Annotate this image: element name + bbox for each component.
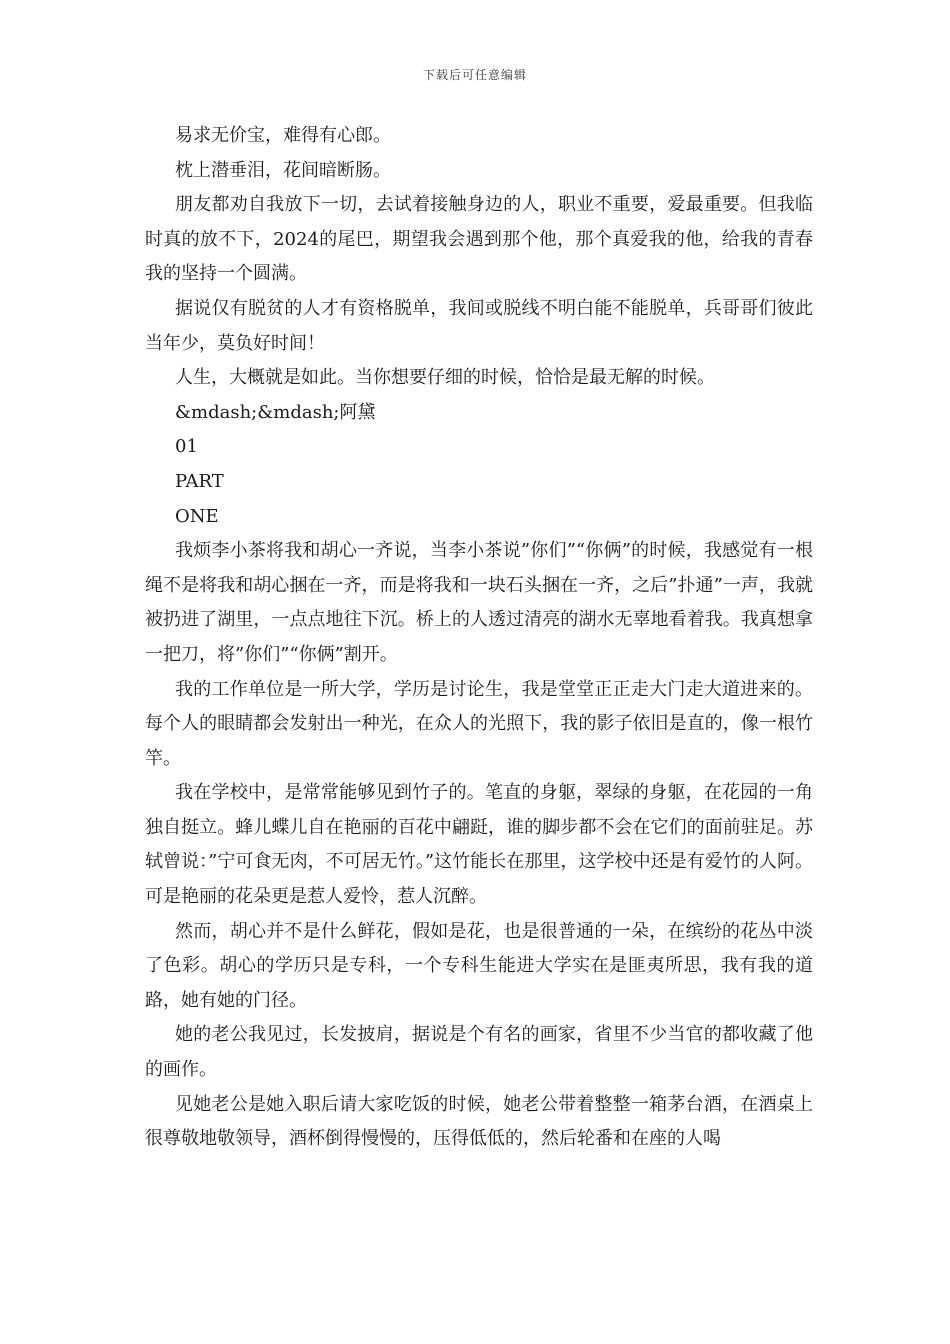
paragraph: 人生，大概就是如此。当你想要仔细的时候，恰恰是最无解的时候。 <box>175 367 715 389</box>
paragraph: 朋友都劝自我放下一切，去试着接触身边的人，职业不重要，爱最重要。但我临时真的放不下，2024的尾巴，期望我会遇到那个他，那个真爱我的他，给我的青春我的坚持一个圆满。 <box>145 194 813 285</box>
signature-line: &mdash;&mdash;阿黛 <box>175 401 376 423</box>
paragraph: 我在学校中，是常常能够见到竹子的。笔直的身躯，翠绿的身躯，在花园的一角独自挺立。蜂儿蝶儿自在艳丽的百花中翩跹，谁的脚步都不会在它们的面前驻足。苏轼曾说：”宁可食无肉，不可居无竹。”这竹能长在那里，这学校中还是有爱竹的人阿。可是艳丽的花朵更是惹人爱怜，惹人沉醉。 <box>145 782 813 908</box>
paragraph: 易求无价宝，难得有心郎。 <box>175 125 391 146</box>
paragraph: 见她老公是她入职后请大家吃饭的时候，她老公带着整整一箱茅台酒，在酒桌上很尊敬地敬领导，酒杯倒得慢慢的，压得低低的，然后轮番和在座的人喝 <box>145 1093 813 1150</box>
paragraph: 枕上潜垂泪，花间暗断肠。 <box>175 159 391 181</box>
paragraph: 据说仅有脱贫的人才有资格脱单，我间或脱线不明白能不能脱单，兵哥哥们彼此当年少，莫负好时间！ <box>145 297 813 354</box>
document-body <box>145 119 813 1157</box>
section-label-one: ONE <box>175 505 219 527</box>
paragraph: 我的工作单位是一所大学，学历是讨论生，我是堂堂正正走大门走大道进来的。每个人的眼睛都会发射出一种光，在众人的光照下，我的影子依旧是直的，像一根竹竿。 <box>145 678 813 769</box>
paragraph: 她的老公我见过，长发披肩，据说是个有名的画家，省里不少当官的都收藏了他的画作。 <box>145 1024 813 1081</box>
paragraph: 然而，胡心并不是什么鲜花，假如是花，也是很普通的一朵，在缤纷的花丛中淡了色彩。胡心的学历只是专科，一个专科生能进大学实在是匪夷所思，我有我的道路，她有她的门径。 <box>145 920 813 1011</box>
section-number: 01 <box>175 436 198 458</box>
section-label-part: PART <box>175 470 224 492</box>
page-header: 下载后可任意编辑 <box>422 68 527 82</box>
paragraph: 我烦李小茶将我和胡心一齐说，当李小茶说”你们”“你俩”的时候，我感觉有一根绳不是将我和胡心捆在一齐，而是将我和一块石头捆在一齐，之后”扑通”一声，我就被扔进了湖里，一点点地往下沉。桥上的人透过清亮的湖水无辜地看着我。我真想拿一把刀，将”你们”“你俩”割开。 <box>145 540 813 665</box>
